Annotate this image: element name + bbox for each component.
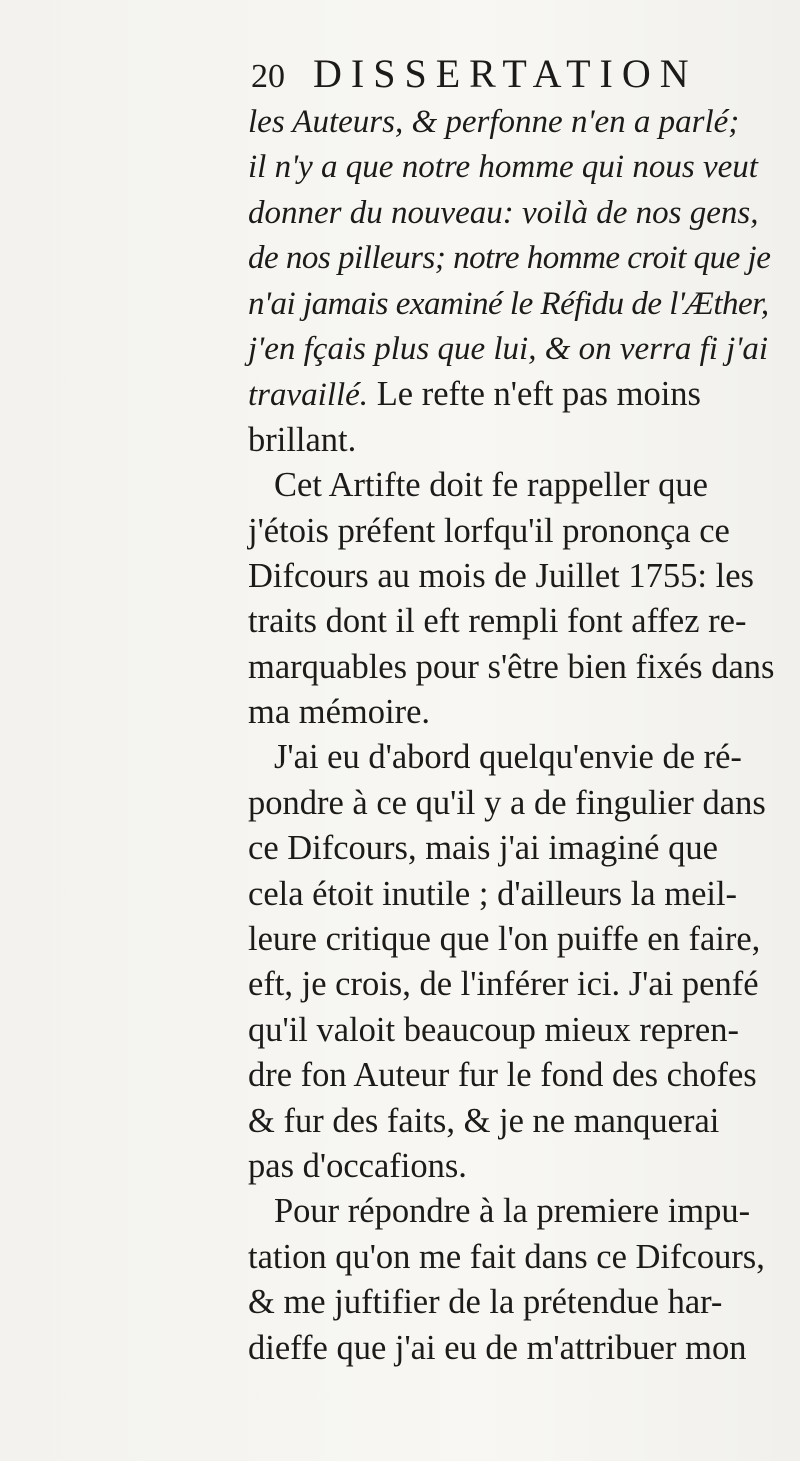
text-line: J'ai eu d'abord quelqu'envie de ré- [274, 738, 742, 777]
text-line: les Auteurs, & perfonne n'en a parlé; [248, 104, 740, 140]
text-line: j'en fçais plus que lui, & on verra fi j'ai [248, 330, 769, 367]
quote-paragraph [248, 100, 771, 463]
text-line: n'ai jamais examiné le Réfidu de l'Æther, [248, 285, 769, 322]
text-line: ma mémoire. [248, 693, 431, 732]
text-line: de nos pilleurs; notre homme croit que je [248, 240, 771, 277]
text-line: dre fon Auteur fur le fond des chofes [248, 1056, 757, 1095]
text-line: j'étois préfent lorfqu'il prononça ce [248, 511, 730, 550]
text-block [248, 50, 775, 1371]
text-line: cela étoit inutile ; d'ailleurs la meil- [248, 874, 738, 913]
text-line: & fur des faits, & je ne manquerai [248, 1101, 720, 1140]
text-line: Difcours au mois de Juillet 1755: les [248, 556, 754, 595]
paragraph [248, 1189, 768, 1371]
roman-fragment: Le refte n'eft pas moins [368, 375, 701, 414]
text-line: qu'il valoit beaucoup mieux repren- [248, 1010, 739, 1049]
text-line: brillant. [248, 420, 357, 459]
text-line: tation qu'on me fait dans ce Difcours, [248, 1237, 765, 1276]
page-header [248, 50, 768, 100]
text-line: ce Difcours, mais j'ai imaginé que [248, 829, 718, 868]
running-title: DISSERTATION [313, 51, 698, 96]
text-line: pondre à ce qu'il y a de fingulier dans [248, 783, 766, 822]
text-line: traits dont il eft rempli font affez re- [248, 602, 747, 641]
page-number: 20 [251, 58, 285, 95]
italic-fragment: travaillé. [248, 377, 369, 414]
text-line: & me juftifier de la prétendue har- [248, 1283, 723, 1322]
text-line: Pour répondre à la premiere impu- [274, 1192, 751, 1231]
text-line: Cet Artifte doit fe rappeller que [274, 466, 708, 505]
paragraph [248, 735, 768, 1189]
text-line-mixed [248, 372, 768, 417]
text-line: marquables pour s'être bien fixés dans [248, 647, 775, 686]
text-line: donner du nouveau: voilà de nos gens, [248, 194, 759, 231]
text-line: il n'y a que notre homme qui nous veut [248, 149, 758, 186]
text-line: leure critique que l'on puiffe en faire, [248, 920, 761, 959]
text-line: dieffe que j'ai eu de m'attribuer mon [248, 1328, 747, 1367]
text-line: pas d'occafions. [248, 1146, 467, 1185]
text-line: eft, je crois, de l'inférer ici. J'ai penfé [248, 965, 759, 1004]
paragraph [248, 463, 775, 735]
